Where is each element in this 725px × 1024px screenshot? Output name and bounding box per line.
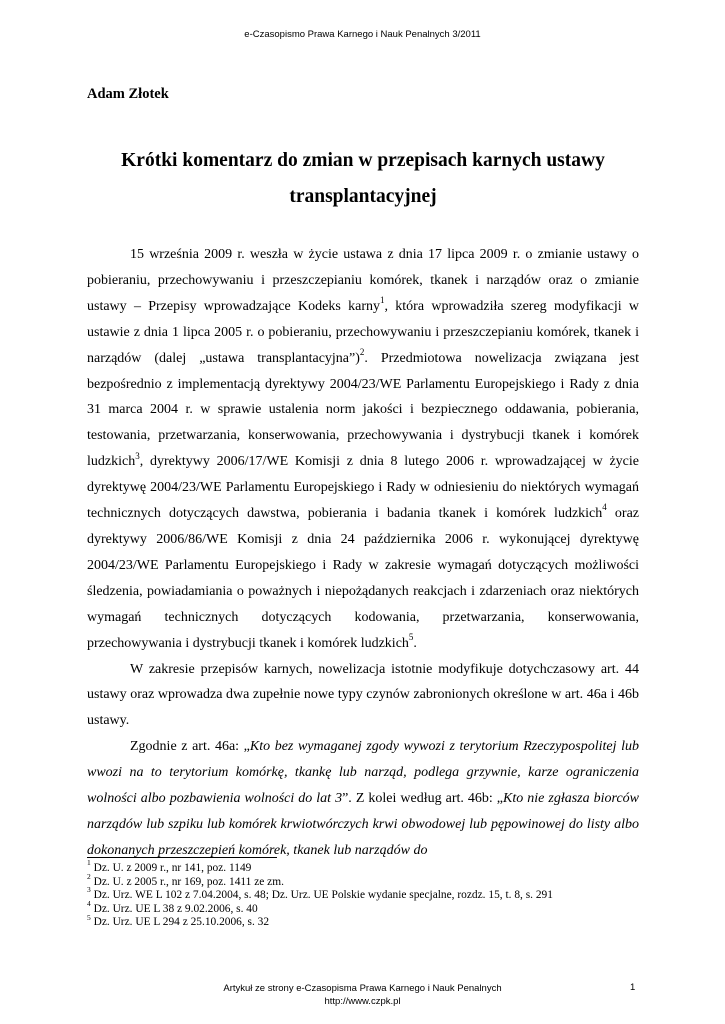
footnote-ref-3[interactable]: 3 — [135, 450, 140, 461]
footnotes — [87, 858, 647, 930]
footnote-3-text: Dz. Urz. WE L 102 z 7.04.2004, s. 48; Dz. Urz. UE Polskie wydanie specjalne, rozdz. 15, t. 8, s. 291 — [90, 889, 553, 902]
p1-text-4: , dyrektywy 2006/17/WE Komisji z dnia 8 lutego 2006 r. wprowadzającej w życie dyrektywę 2004/23/WE Parlamentu Europejskiego i Rady w odniesieniu do niektórych wymagań technicznych dotyczących dawstwa, pobierania i badania tkanek i komórek ludzkich — [87, 454, 639, 522]
p1-text-3: . Przedmiotowa nowelizacja związana jest bezpośrednio z implementacją dyrektywy 2004/23/WE Parlamentu Europejskiego i Rady z dnia 31 marca 2004 r. w sprawie ustalenia norm jakości i bezpiecznego oddawania, pobierania, testowania, przetwarzania, konserwowania, przechowywania i dystrybucji tkanek i komórek ludzkich — [87, 350, 639, 470]
footnote-4 — [87, 898, 647, 917]
p3-quote-art46b: Kto nie zgłasza biorców narządów lub szpiku lub komórek krwiotwórczych krwi obwodowej lub pępowinowej do listy albo dokonanych przeszczepień komórek, tkanek lub narządów do — [87, 791, 640, 858]
article-body — [87, 242, 639, 864]
p1-text-2: , która wprowadziła szereg modyfikacji w ustawie z dnia 1 lipca 2005 r. o pobieraniu, przechowywaniu i przeszczepianiu komórek, tkanek i narządów (dalej „ustawa transplantacyjna”) — [87, 298, 639, 366]
footnote-ref-2[interactable]: 2 — [359, 346, 365, 357]
footnote-2-text: Dz. U. z 2005 r., nr 169, poz. 1411 ze zm. — [90, 875, 284, 888]
p1-text-6: . — [413, 635, 417, 651]
footnote-1-text: Dz. U. z 2009 r., nr 141, poz. 1149 — [90, 862, 252, 874]
footnote-ref-1[interactable]: 1 — [380, 295, 385, 306]
footnote-3 — [87, 885, 647, 903]
footnote-2-number: 2 — [87, 871, 91, 881]
footnote-4-text: Dz. Urz. UE L 38 z 9.02.2006, s. 40 — [90, 902, 258, 915]
p3-text-b: ”. Z kolei według art. 46b: „ — [342, 791, 504, 807]
paragraph-2: W zakresie przepisów karnych, nowelizacja istotnie modyfikuje dotychczasowy art. 44 ustawy oraz wprowadza dwa zupełnie nowe typy czynów zabronionych określone w art. 46a i 46b ustawy. — [87, 661, 639, 729]
running-header: e-Czasopismo Prawa Karnego i Nauk Penalnych 3/2011 — [244, 29, 481, 40]
footnote-5 — [87, 912, 647, 930]
footnote-4-number: 4 — [87, 898, 91, 908]
footer-url-link[interactable]: http://www.czpk.pl — [324, 996, 401, 1007]
footnote-ref-4[interactable]: 4 — [602, 502, 607, 513]
p3-text-a: Zgodnie z art. 46a: „ — [130, 739, 250, 755]
footnote-2 — [87, 871, 647, 890]
p3-quote-art46a: Kto bez wymaganej zgody wywozi z terytorium Rzeczypospolitej lub wwozi na to terytorium komórkę, tkankę lub narząd, podlega grzywnie, karze ograniczenia wolności albo pozbawienia wolności do lat 3 — [87, 739, 640, 807]
footer-source-line: Artykuł ze strony e-Czasopisma Prawa Karnego i Nauk Penalnych — [223, 983, 502, 994]
footnote-ref-5[interactable]: 5 — [408, 631, 414, 642]
paragraph-1 — [87, 242, 639, 657]
p1-text-1: 15 września 2009 r. weszła w życie ustawa z dnia 17 lipca 2009 r. o zmianie ustawy o pobieraniu, przechowywaniu i przeszczepianiu komórek, tkanek i narządów oraz o zmianie ustawy – Przepisy wprowadzające Kodeks karny — [87, 247, 639, 314]
page-number: 1 — [630, 982, 636, 993]
footnote-1-number: 1 — [87, 858, 91, 868]
footnote-3-number: 3 — [87, 885, 91, 895]
footnote-5-text: Dz. Urz. UE L 294 z 25.10.2006, s. 32 — [90, 916, 270, 929]
footnote-5-number: 5 — [87, 912, 91, 922]
page-footer — [0, 982, 725, 1008]
footnote-1 — [87, 858, 647, 876]
author-name: Adam Złotek — [87, 86, 169, 102]
paragraph-3 — [87, 734, 639, 864]
p1-text-5: oraz dyrektywy 2006/86/WE Komisji z dnia 24 października 2006 r. wykonującej dyrektywę 2004/23/WE Parlamentu Europejskiego i Rady w zakresie wymagań dotyczących możliwości śledzenia, powiadamiania o poważnych i niepożądanych reakcjach i zdarzeniach oraz niektórych wymagań technicznych dotyczących kodowania, przetwarzania, konserwowania, przechowywania i dystrybucji tkanek i komórek ludzkich — [87, 506, 639, 651]
article-title: Krótki komentarz do zmian w przepisach karnych ustawy transplantacyjnej — [121, 150, 605, 207]
footnote-separator — [87, 857, 277, 858]
